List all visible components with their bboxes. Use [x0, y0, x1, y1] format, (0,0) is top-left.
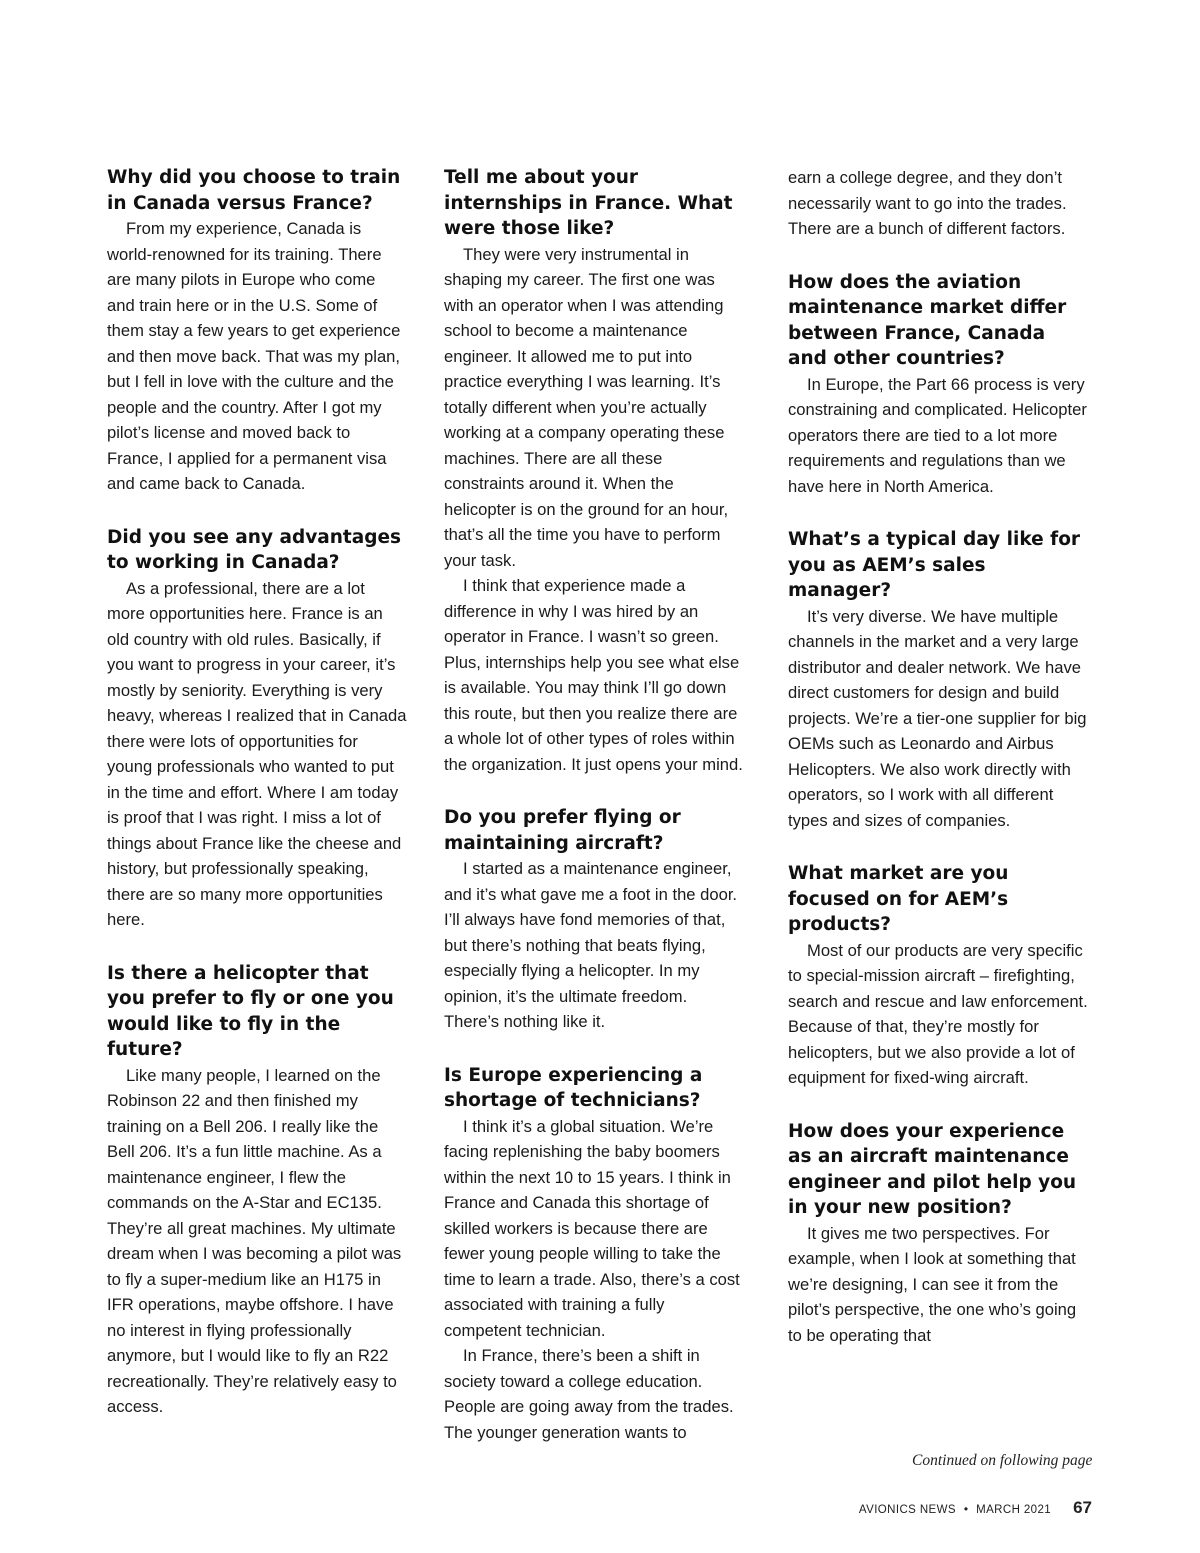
answer-paragraph: Most of our products are very specific to special-mission aircraft – firefighting, search and rescue and law enforcement. Because of that, they’re mostly for helicopters, but we also provide a lot of equipment for fixed-wing aircraft. [788, 940, 1088, 1087]
answer-paragraph: Like many people, I learned on the Robinson 22 and then finished my training on a Bell 206. I really like the Bell 206. It’s a fun little machine. As a maintenance engineer, I flew the commands on the A-Star and EC135. They’re all great machines. My ultimate dream when I was becoming a pilot was to fly a super-medium like an H175 in IFR operations, maybe offshore. I have no interest in flying professionally anymore, but I would like to fly an R22 recreationally. They’re relatively easy to access. [107, 1065, 402, 1416]
question-heading: What market are you focused on for AEM’s products? [788, 863, 1009, 935]
issue-date: MARCH 2021 [976, 1504, 1052, 1516]
question-heading: Why did you choose to train in Canada versus France? [107, 167, 401, 214]
answer-paragraph: They were very instrumental in shaping my career. The first one was with an operator when I was attending school to become a maintenance engineer. It allowed me to put into practice everything I was learning. It’s totally different when you’re actually working at a company operating these machines. There are all these constraints around it. When the helicopter is on the ground for an hour, that’s all the time you have to perform your task. [444, 244, 729, 570]
continued-note: Continued on following page [912, 1452, 1093, 1469]
column-3 [788, 165, 1088, 1348]
question-heading: Is there a helicopter that you prefer to fly or one you would like to fly in the future? [107, 962, 394, 1060]
column-2 [444, 165, 744, 1445]
question-heading: What’s a typical day like for you as AEM’s sales manager? [788, 529, 1081, 601]
answer-paragraph: In Europe, the Part 66 process is very constraining and complicated. Helicopter operators there are tied to a lot more requirements and regulations than we have here in North America. [788, 374, 1087, 496]
answer-paragraph: It gives me two perspectives. For example, when I look at something that we’re designing, I can see it from the pilot’s perspective, the one who’s going to be operating that [788, 1223, 1077, 1345]
question-heading: How does the aviation maintenance market differ between France, Canada and other countries? [788, 271, 1067, 369]
answer-paragraph: I started as a maintenance engineer, and it’s what gave me a foot in the door. I’ll always have fond memories of that, but there’s nothing that beats flying, especially flying a helicopter. In my opinion, it’s the ultimate freedom. There’s nothing like it. [444, 859, 738, 1031]
answer-paragraph: In France, there’s been a shift in society toward a college education. People are going away from the trades. The younger generation wants to [444, 1346, 734, 1442]
question-heading: How does your experience as an aircraft maintenance engineer and pilot help you in your new position? [788, 1120, 1077, 1218]
question-heading: Did you see any advantages to working in Canada? [107, 526, 402, 573]
question-heading: Tell me about your internships in France. What were those like? [444, 167, 733, 239]
answer-paragraph: I think that experience made a difference in why I was hired by an operator in France. I wasn’t so green. Plus, internships help you see what else is available. You may think I’ll go down this route, but then you realize there are a whole lot of other types of roles within the organization. It just opens your mind. [444, 576, 743, 774]
magazine-name: AVIONICS NEWS [858, 1504, 956, 1516]
answer-paragraph-continued: earn a college degree, and they don’t necessarily want to go into the trades. There are a bunch of different factors. [788, 168, 1067, 238]
answer-paragraph: As a professional, there are a lot more opportunities here. France is an old country with old rules. Basically, if you want to progress in your career, it’s mostly by seniority. Everything is very heavy, whereas I realized that in Canada there were lots of opportunities for young professionals who wanted to put in the time and effort. Where I am today is proof that I was right. I miss a lot of things about France like the cheese and history, but professionally speaking, there are so many more opportunities here. [107, 578, 407, 929]
column-1 [107, 165, 407, 1420]
page-footer [859, 1498, 1092, 1518]
question-heading: Is Europe experiencing a shortage of technicians? [444, 1064, 703, 1111]
question-heading: Do you prefer flying or maintaining aircraft? [444, 807, 681, 854]
page-number: 67 [1073, 1498, 1092, 1517]
answer-paragraph: I think it’s a global situation. We’re facing replenishing the baby boomers within the next 10 to 15 years. I think in France and Canada this shortage of skilled workers is because there are fewer young people willing to take the time to learn a trade. Also, there’s a cost associated with training a fully competent technician. [444, 1116, 740, 1340]
answer-paragraph: From my experience, Canada is world-renowned for its training. There are many pilots in Europe who come and train here or in the U.S. Some of them stay a few years to get experience and then move back. That was my plan, but I fell in love with the culture and the people and the country. After I got my pilot’s license and moved back to France, I applied for a permanent visa and came back to Canada. [107, 219, 401, 493]
footer-bullet: • [963, 1502, 969, 1516]
answer-paragraph: It’s very diverse. We have multiple channels in the market and a very large distributor and dealer network. We have direct customers for design and build projects. We’re a tier-one supplier for big OEMs such as Leonardo and Airbus Helicopters. We also work directly with operators, so I work with all different types and sizes of companies. [788, 606, 1087, 830]
